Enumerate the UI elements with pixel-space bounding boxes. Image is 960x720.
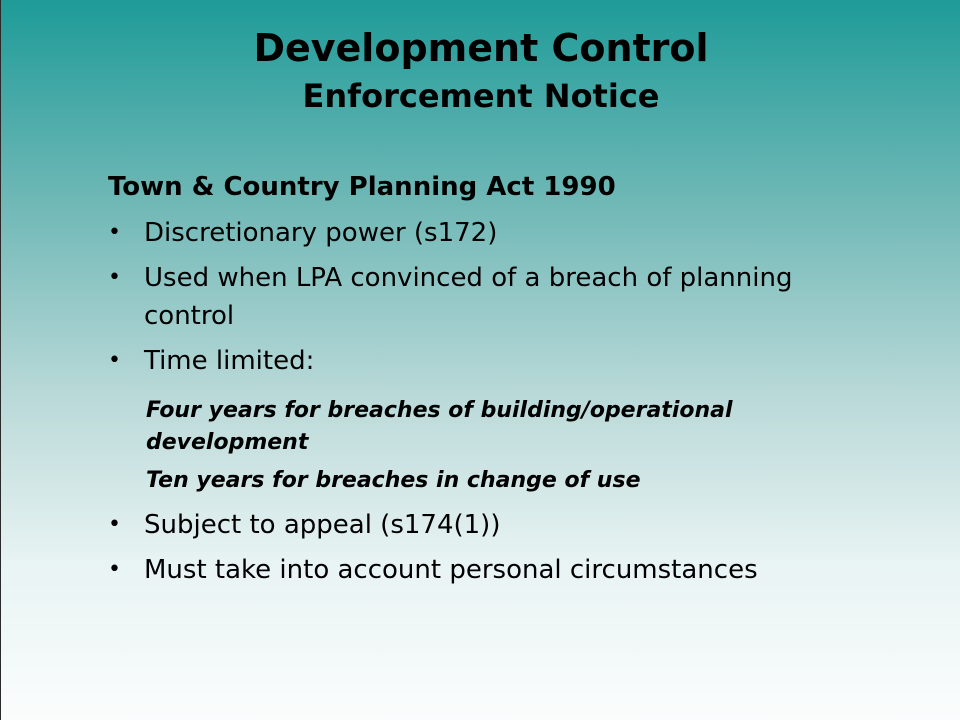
bullet-icon: • xyxy=(108,220,121,245)
bullet-item xyxy=(108,551,868,589)
bullet-item xyxy=(108,342,868,380)
time-limit-change-of-use: Ten years for breaches in change of use xyxy=(146,468,641,493)
time-limit-building: Four years for breaches of building/operational development xyxy=(146,398,733,455)
bullet-item xyxy=(108,506,868,544)
bullet-item xyxy=(108,214,868,252)
bullet-text: Time limited: xyxy=(144,346,315,376)
bullet-item xyxy=(108,259,868,335)
slide-subtitle: Enforcement Notice xyxy=(302,77,660,115)
bullet-icon: • xyxy=(108,265,121,290)
bullet-text: Used when LPA convinced of a breach of planning control xyxy=(144,263,793,331)
bullet-icon: • xyxy=(108,557,121,582)
slide-title: Development Control xyxy=(253,26,709,70)
bullet-text: Discretionary power (s172) xyxy=(144,218,498,248)
bullet-icon: • xyxy=(108,512,121,537)
bullet-icon: • xyxy=(108,348,121,373)
bullet-text: Must take into account personal circumstances xyxy=(144,555,758,585)
bullet-text: Subject to appeal (s174(1)) xyxy=(144,510,501,540)
act-heading: Town & Country Planning Act 1990 xyxy=(108,172,616,202)
